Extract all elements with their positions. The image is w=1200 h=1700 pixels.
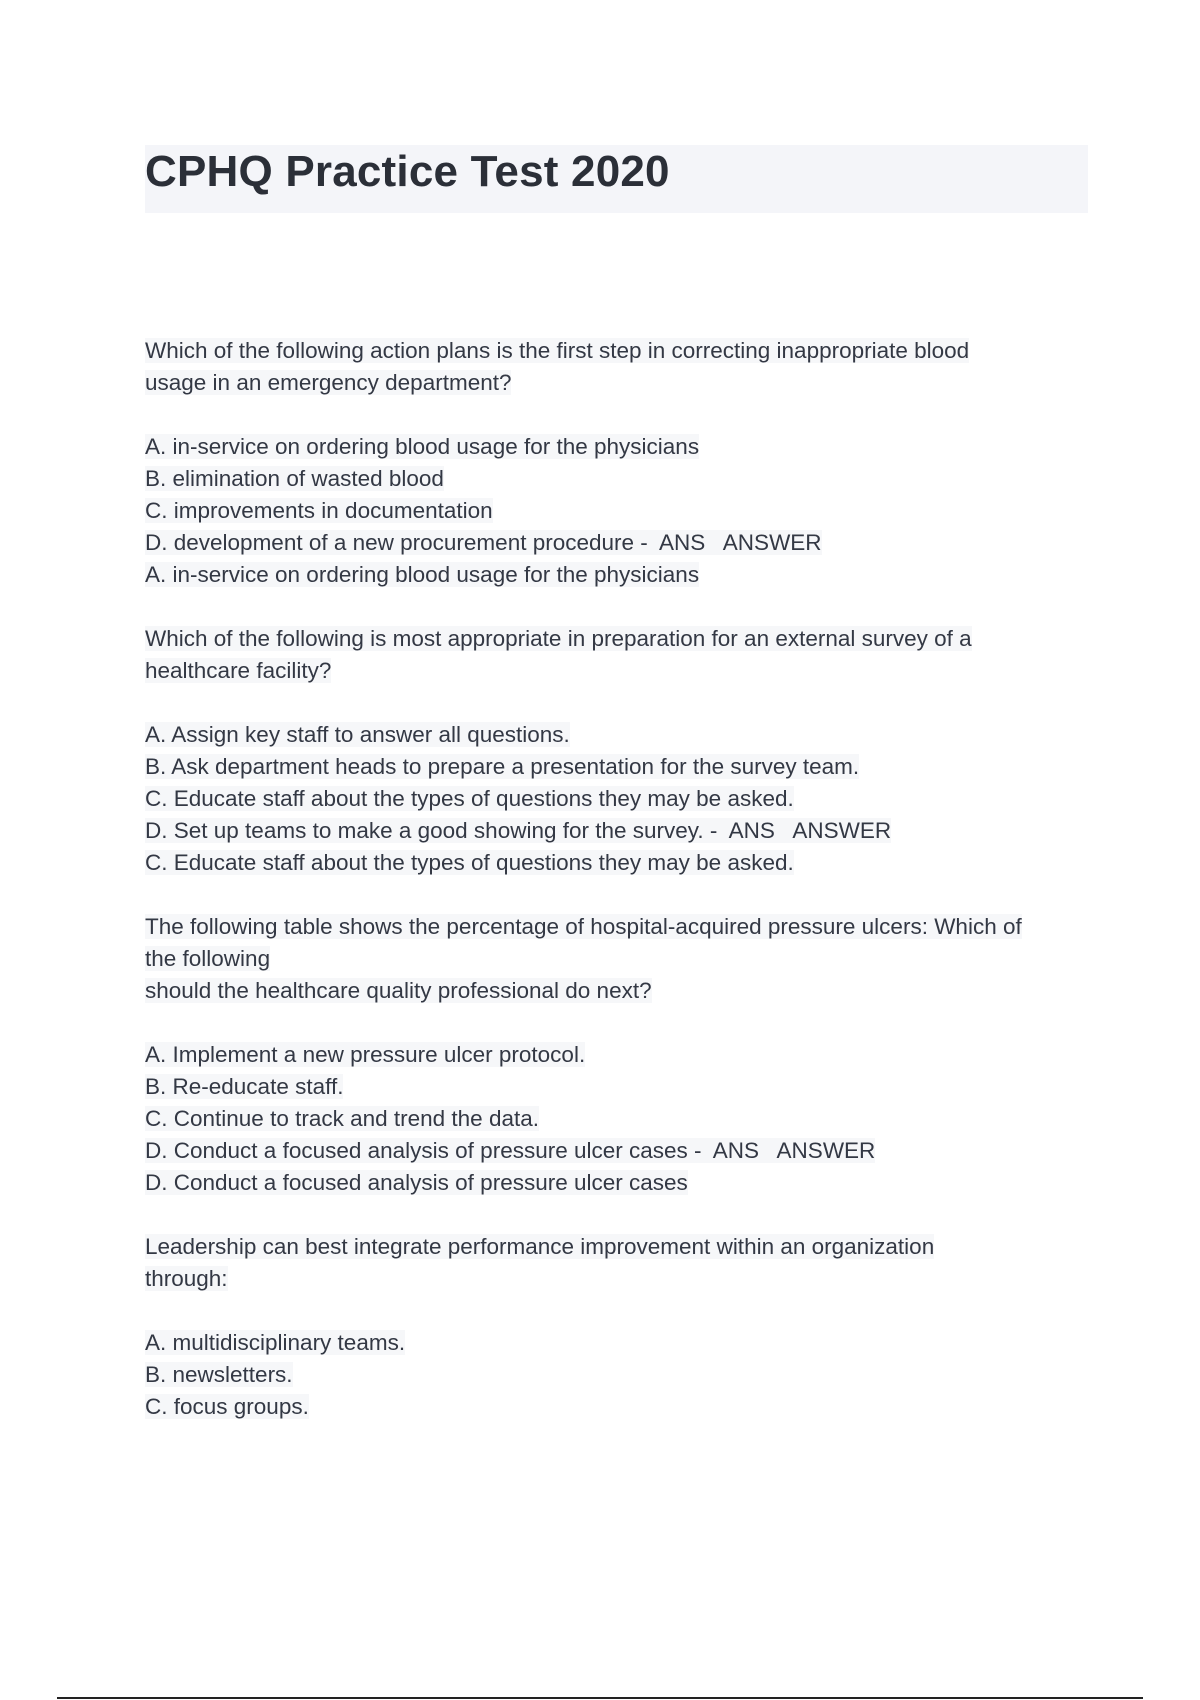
- option-item: C. improvements in documentation: [145, 498, 493, 523]
- option-item: D. Set up teams to make a good showing for the survey. - ANS ANSWER: [145, 818, 892, 843]
- answer-text: A. in-service on ordering blood usage for the physicians: [145, 562, 700, 587]
- question-1: [145, 335, 1095, 591]
- option-item: B. Re-educate staff.: [145, 1074, 344, 1099]
- page-bottom-divider: [57, 1697, 1143, 1699]
- question-text: Which of the following is most appropriate in preparation for an external survey of a: [145, 626, 972, 651]
- option-item: C. focus groups.: [145, 1394, 309, 1419]
- question-text: Leadership can best integrate performance improvement within an organization: [145, 1234, 935, 1259]
- option-item: B. newsletters.: [145, 1362, 293, 1387]
- question-4: [145, 1231, 1095, 1423]
- question-text: the following: [145, 946, 271, 971]
- option-item: A. Implement a new pressure ulcer protocol.: [145, 1042, 586, 1067]
- question-3: [145, 911, 1095, 1199]
- question-list: [145, 335, 1095, 1455]
- option-item: C. Educate staff about the types of questions they may be asked.: [145, 786, 794, 811]
- option-item: A. Assign key staff to answer all questions.: [145, 722, 570, 747]
- page-title: CPHQ Practice Test 2020: [145, 147, 670, 196]
- option-item: D. development of a new procurement procedure - ANS ANSWER: [145, 530, 822, 555]
- answer-text: D. Conduct a focused analysis of pressure ulcer cases: [145, 1170, 688, 1195]
- option-item: A. multidisciplinary teams.: [145, 1330, 406, 1355]
- question-2: [145, 623, 1095, 879]
- question-text: The following table shows the percentage of hospital-acquired pressure ulcers: Which of: [145, 914, 1022, 939]
- option-item: D. Conduct a focused analysis of pressure ulcer cases - ANS ANSWER: [145, 1138, 876, 1163]
- option-item: B. Ask department heads to prepare a presentation for the survey team.: [145, 754, 860, 779]
- option-item: A. in-service on ordering blood usage for the physicians: [145, 434, 700, 459]
- question-text: healthcare facility?: [145, 658, 332, 683]
- answer-text: C. Educate staff about the types of questions they may be asked.: [145, 850, 794, 875]
- question-text: through:: [145, 1266, 228, 1291]
- option-item: C. Continue to track and trend the data.: [145, 1106, 539, 1131]
- question-text: should the healthcare quality professional do next?: [145, 978, 652, 1003]
- question-text: usage in an emergency department?: [145, 370, 512, 395]
- option-item: B. elimination of wasted blood: [145, 466, 444, 491]
- question-text: Which of the following action plans is the first step in correcting inappropriate blood: [145, 338, 970, 363]
